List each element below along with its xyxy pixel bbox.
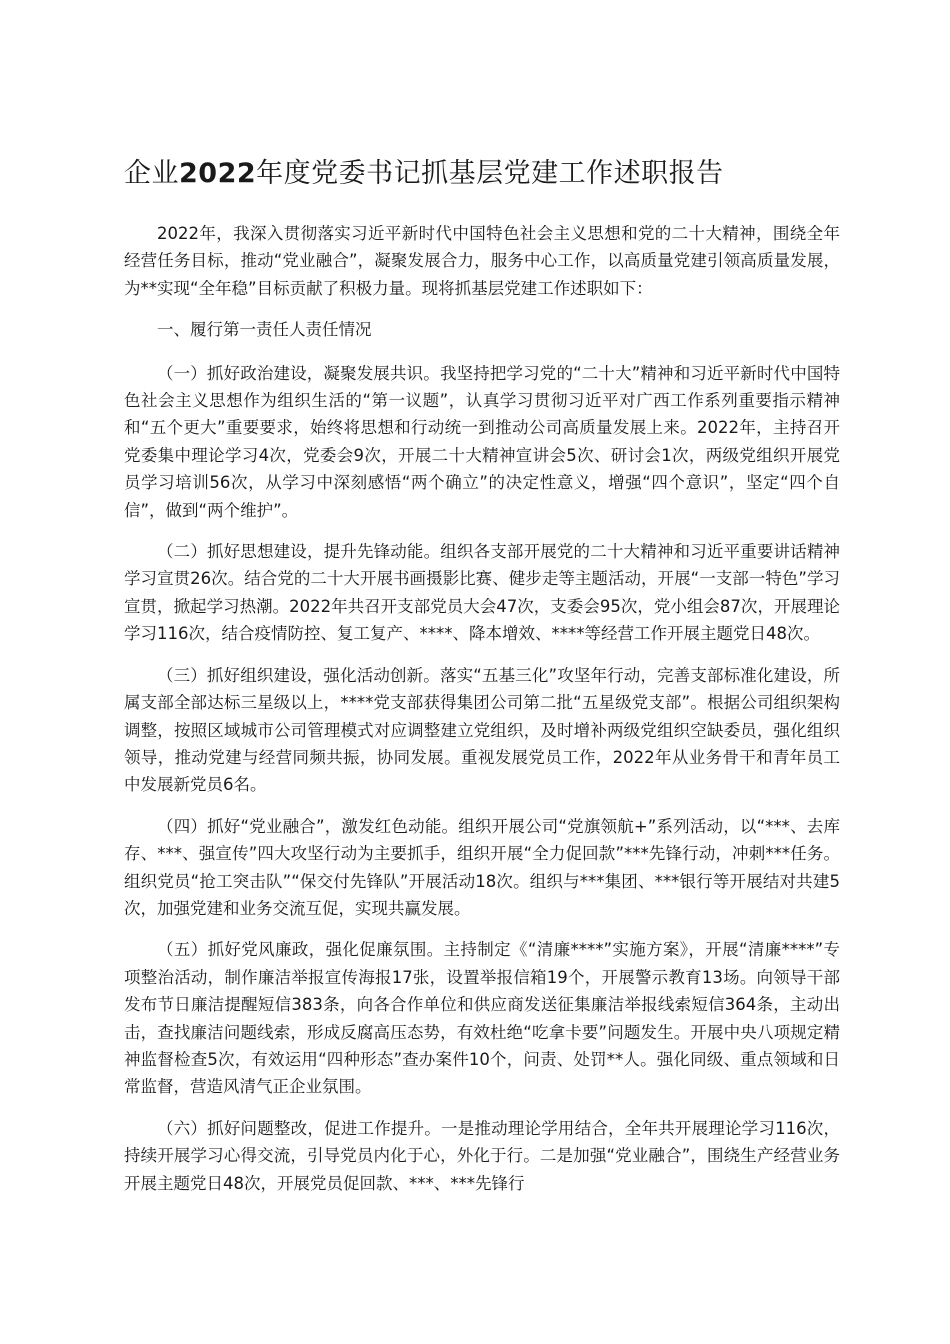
paragraph-integrity-building: （五）抓好党风廉政，强化促廉氛围。主持制定《“清廉****”实施方案》，开展“清廉****”专项整治活动，制作廉洁举报宣传海报17张，设置举报信箱19个，开展警示教育13场。向领导干部发布节日廉洁提醒短信383条，向各合作单位和供应商发送征集廉洁举报线索短信364条，主动出击，查找廉洁问题线索，形成反腐高压态势，有效杜绝“吃拿卡要”问题发生。开展中央八项规定精神监督检查5次，有效运用“四种形态”查办案件10个，问责、处罚**人。强化同级、重点领域和日常监督，营造风清气正企业氛围。: [124, 940, 840, 1097]
paragraph-problem-rectification: （六）抓好问题整改，促进工作提升。一是推动理论学用结合，全年共开展理论学习116次，持续开展学习心得交流，引导党员内化于心，外化于行。二是加强“党业融合”，围绕生产经营业务开展主题党日48次，开展党员促回款、***、***先锋行: [124, 1118, 840, 1193]
document-title: [124, 152, 840, 196]
title-prefix: 企业: [124, 158, 179, 189]
paragraph-organizational-building: （三）抓好组织建设，强化活动创新。落实“五基三化”攻坚年行动，完善支部标准化建设，所属支部全部达标三星级以上，****党支部获得集团公司第二批“五星级党支部”。根据公司组织架构调整，按照区域城市公司管理模式对应调整建立党组织，及时增补两级党组织空缺委员，强化组织领导，推动党建与经营同频共振，协同发展。重视发展党员工作，2022年从业务骨干和青年员工中发展新党员6名。: [124, 665, 840, 795]
title-year: 2022: [179, 158, 257, 189]
paragraph-ideological-building: （二）抓好思想建设，提升先锋动能。组织各支部开展党的二十大精神和习近平重要讲话精神学习宣贯26次。结合党的二十大开展书画摄影比赛、健步走等主题活动，开展“一支部一特色”学习宣贯，掀起学习热潮。2022年共召开支部党员大会47次，支委会95次，党小组会87次，开展理论学习116次，结合疫情防控、复工复产、****、降本增效、****等经营工作开展主题党日48次。: [124, 542, 840, 644]
section-heading: 一、履行第一责任人责任情况: [157, 320, 372, 340]
document-page: [124, 152, 840, 1211]
paragraph-party-business-integration: （四）抓好“党业融合”，激发红色动能。组织开展公司“党旗领航+”系列活动，以“***、去库存、***、强宣传”四大攻坚行动为主要抓手，组织开展“全力促回款”***先锋行动，冲刺***任务。组织党员“抢工突击队”“保交付先锋队”开展活动18次。组织与***集团、***银行等开展结对共建5次，加强党建和业务交流互促，实现共赢发展。: [124, 816, 840, 918]
paragraph-political-building: （一）抓好政治建设，凝聚发展共识。我坚持把学习党的“二十大”精神和习近平新时代中国特色社会主义思想作为组织生活的“第一议题”，认真学习贯彻习近平对广西工作系列重要指示精神和“五个更大”重要要求，始终将思想和行动统一到推动公司高质量发展上来。2022年，主持召开党委集中理论学习4次，党委会9次，开展二十大精神宣讲会5次、研讨会1次，两级党组织开展党员学习培训56次，从学习中深刻感悟“两个确立”的决定性意义，增强“四个意识”，坚定“四个自信”，做到“两个维护”。: [124, 363, 840, 520]
intro-paragraph: 2022年，我深入贯彻落实习近平新时代中国特色社会主义思想和党的二十大精神，围绕全年经营任务目标，推动“党业融合”，凝聚发展合力，服务中心工作，以高质量党建引领高质量发展，为**实现“全年稳”目标贡献了积极力量。现将抓基层党建工作述职如下：: [124, 224, 840, 298]
title-suffix: 年度党委书记抓基层党建工作述职报告: [256, 158, 724, 189]
